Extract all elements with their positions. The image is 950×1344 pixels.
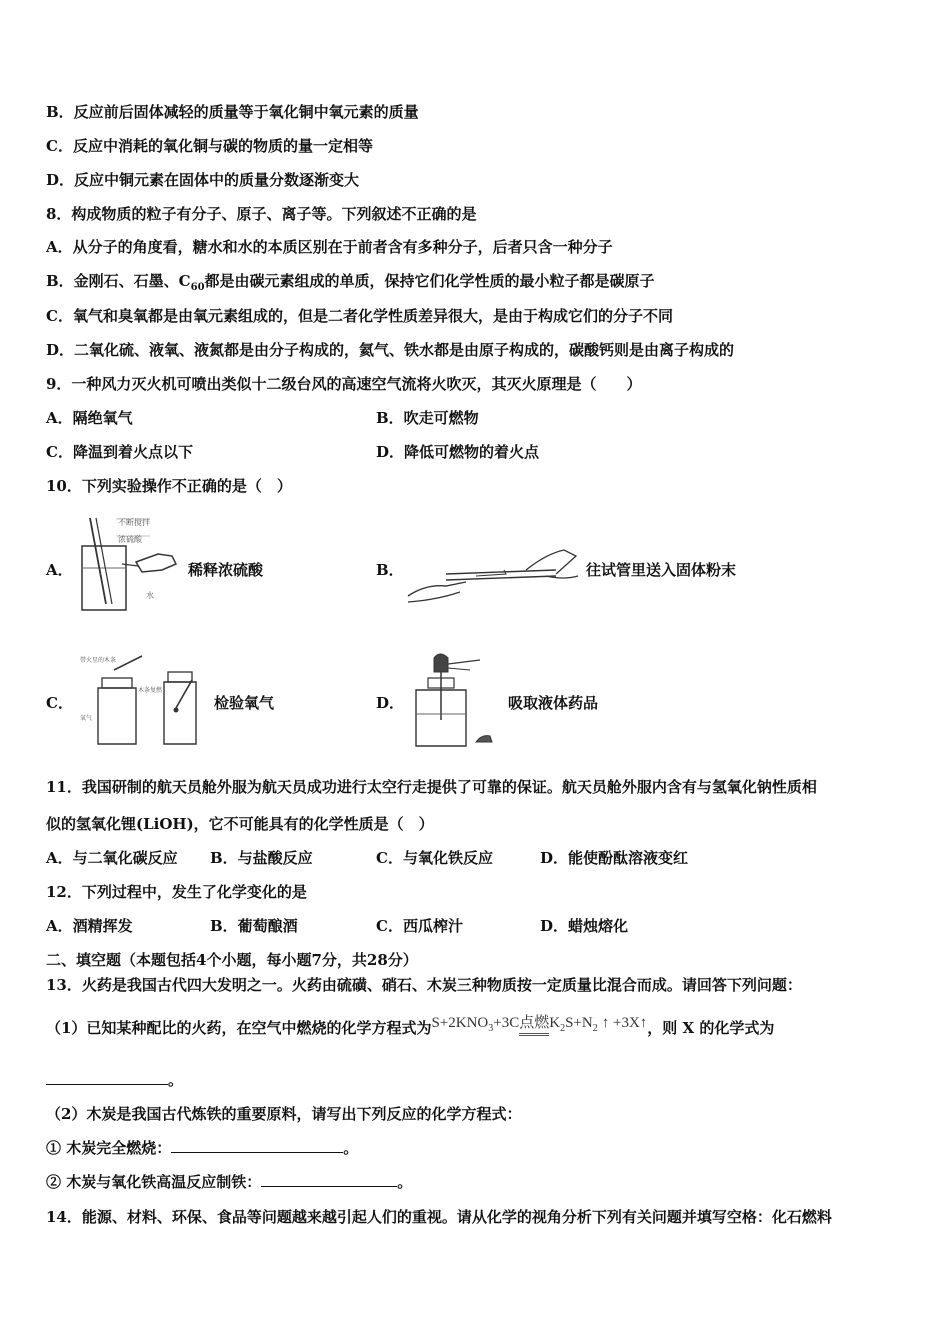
q9-stem: 9．一种风力灭火机可喷出类似十二级台风的高速空气流将火吹灭，其灭火原理是（ ） <box>46 375 642 393</box>
q8-stem: 8．构成物质的粒子有分子、原子、离子等。下列叙述不正确的是 <box>46 205 477 223</box>
q11-stem-line1: 11．我国研制的航天员舱外服为航天员成功进行太空行走提供了可靠的保证。航天员舱外服内含有与氢氧化钠性质相 <box>46 778 817 796</box>
dilute-acid-figure <box>76 512 186 616</box>
answer-blank-combustion[interactable] <box>171 1138 343 1153</box>
q13-part1-end: 。 <box>168 1071 184 1089</box>
q11-stem-line2: 似的氢氧化锂(LiOH)，它不可能具有的化学性质是（ ） <box>46 815 434 833</box>
q11-options <box>46 848 688 868</box>
eq-tail: ↑ +3X↑ <box>601 1015 648 1031</box>
q9-option-d: D．降低可燃物的着火点 <box>376 443 540 461</box>
oxygen-test-figure <box>76 652 212 750</box>
q10-option-d-letter: D． <box>376 694 405 712</box>
eq-reactant-kno: S+2KNO <box>431 1015 489 1031</box>
eq-sub-2b: 2 <box>592 1023 598 1034</box>
answer-blank-x[interactable] <box>46 1070 168 1085</box>
eq-condition-text: 点燃 <box>519 1015 550 1031</box>
q7-option-c: C．反应中消耗的氧化铜与碳的物质的量一定相等 <box>46 137 373 155</box>
q9-option-c: C．降温到着火点以下 <box>46 443 193 461</box>
q13-part1-question: ，则 X 的化学式为 <box>647 1019 775 1037</box>
section-two-heading: 二、填空题（本题包括4个小题，每小题7分，共28分） <box>46 951 418 969</box>
q9-option-a: A．隔绝氧气 <box>46 409 133 427</box>
q10-option-b-text: 往试管里送入固体粉末 <box>586 561 737 579</box>
q7-option-b: B．反应前后固体减轻的质量等于氧化铜中氧元素的质量 <box>46 103 419 121</box>
q8-option-a: A．从分子的角度看，糖水和水的本质区别在于前者含有多种分子，后者只含一种分子 <box>46 238 613 256</box>
fig-a-label-water: 水 <box>146 591 154 600</box>
q13-part1 <box>46 1015 775 1045</box>
q13-part2b-end: 。 <box>397 1173 413 1191</box>
q12-option-d: D．蜡烛熔化 <box>540 917 629 935</box>
eq-product-sn: S+N <box>565 1015 593 1031</box>
q13-part2a <box>46 1138 358 1158</box>
q8-option-b <box>46 271 655 298</box>
q13-part2: （2）木炭是我国古代炼铁的重要原料，请写出下列反应的化学方程式： <box>46 1105 522 1123</box>
fig-c-label-relight: 木条复燃 <box>138 687 163 694</box>
q7-option-d: D．反应中铜元素在固体中的质量分数逐渐变大 <box>46 171 360 189</box>
q8-option-b-sub: 60 <box>190 282 205 293</box>
q11-option-b: B．与盐酸反应 <box>210 849 313 867</box>
q8-option-c: C．氧气和臭氧都是由氧元素组成的，但是二者化学性质差异很大，是由于构成它们的分子不同 <box>46 307 673 325</box>
q13-part2a-label: ① 木炭完全燃烧： <box>46 1139 172 1157</box>
q13-part2b <box>46 1172 412 1192</box>
chemical-equation <box>431 1013 647 1039</box>
q11-option-a: A．与二氧化碳反应 <box>46 849 178 867</box>
q12-stem: 12．下列过程中，发生了化学变化的是 <box>46 883 307 901</box>
q14-stem: 14．能源、材料、环保、食品等问题越来越引起人们的重视。请从化学的视角分析下列有关问题并填写空格：化石燃料 <box>46 1208 832 1226</box>
q13-part2b-label: ② 木炭与氧化铁高温反应制铁： <box>46 1173 262 1191</box>
fig-a-label-acid: 浓硫酸 <box>118 535 142 544</box>
q11-option-c: C．与氧化铁反应 <box>376 849 493 867</box>
q11-option-d: D．能使酚酞溶液变红 <box>540 849 689 867</box>
q10-option-b-letter: B． <box>376 561 404 579</box>
eq-equals-sign <box>519 1033 549 1036</box>
fig-c-label-splint: 带火星的木条 <box>80 657 117 664</box>
q10-option-c-text: 检验氧气 <box>214 694 275 712</box>
eq-sub-2: 2 <box>560 1023 566 1034</box>
q12-option-a: A．酒精挥发 <box>46 917 133 935</box>
q13-stem: 13．火药是我国古代四大发明之一。火药由硫磺、硝石、木炭三种物质按一定质量比混合而成。请回答下列问题： <box>46 976 802 994</box>
q10-option-a-text: 稀释浓硫酸 <box>188 561 264 579</box>
answer-blank-iron[interactable] <box>261 1172 397 1187</box>
eq-sub-3: 3 <box>488 1023 494 1034</box>
q8-option-b-pre: B．金刚石、石墨、C <box>46 272 191 290</box>
eq-product-k: K <box>549 1015 561 1031</box>
q13-part1-prompt: （1）已知某种配比的火药，在空气中燃烧的化学方程式为 <box>46 1019 432 1037</box>
q10-option-a-letter: A． <box>46 561 73 579</box>
q12-option-c: C．西瓜榨汁 <box>376 917 463 935</box>
q12-options <box>46 916 628 936</box>
q10-option-d-text: 吸取液体药品 <box>508 694 599 712</box>
powder-tube-figure <box>406 540 582 610</box>
q10-stem: 10．下列实验操作不正确的是（ ） <box>46 477 292 495</box>
eq-condition <box>519 1013 549 1033</box>
fig-c-label-oxygen: 氧气 <box>80 715 93 722</box>
q8-option-b-post: 都是由碳元素组成的单质，保持它们化学性质的最小粒子都是碳原子 <box>204 272 655 290</box>
q9-option-b: B．吹走可燃物 <box>376 409 479 427</box>
fig-a-label-stir: 不断搅拌 <box>118 518 150 527</box>
q10-option-c-letter: C． <box>46 694 73 712</box>
q12-option-b: B．葡萄酿酒 <box>210 917 298 935</box>
eq-reactant-c: +3C <box>493 1015 520 1031</box>
q8-option-d: D．二氧化硫、液氧、液氮都是由分子构成的，氦气、铁水都是由原子构成的，碳酸钙则是由离子构成的 <box>46 341 735 359</box>
q13-part2a-end: 。 <box>343 1139 359 1157</box>
q13-part1-answer <box>46 1070 183 1090</box>
dropper-figure <box>410 650 500 750</box>
